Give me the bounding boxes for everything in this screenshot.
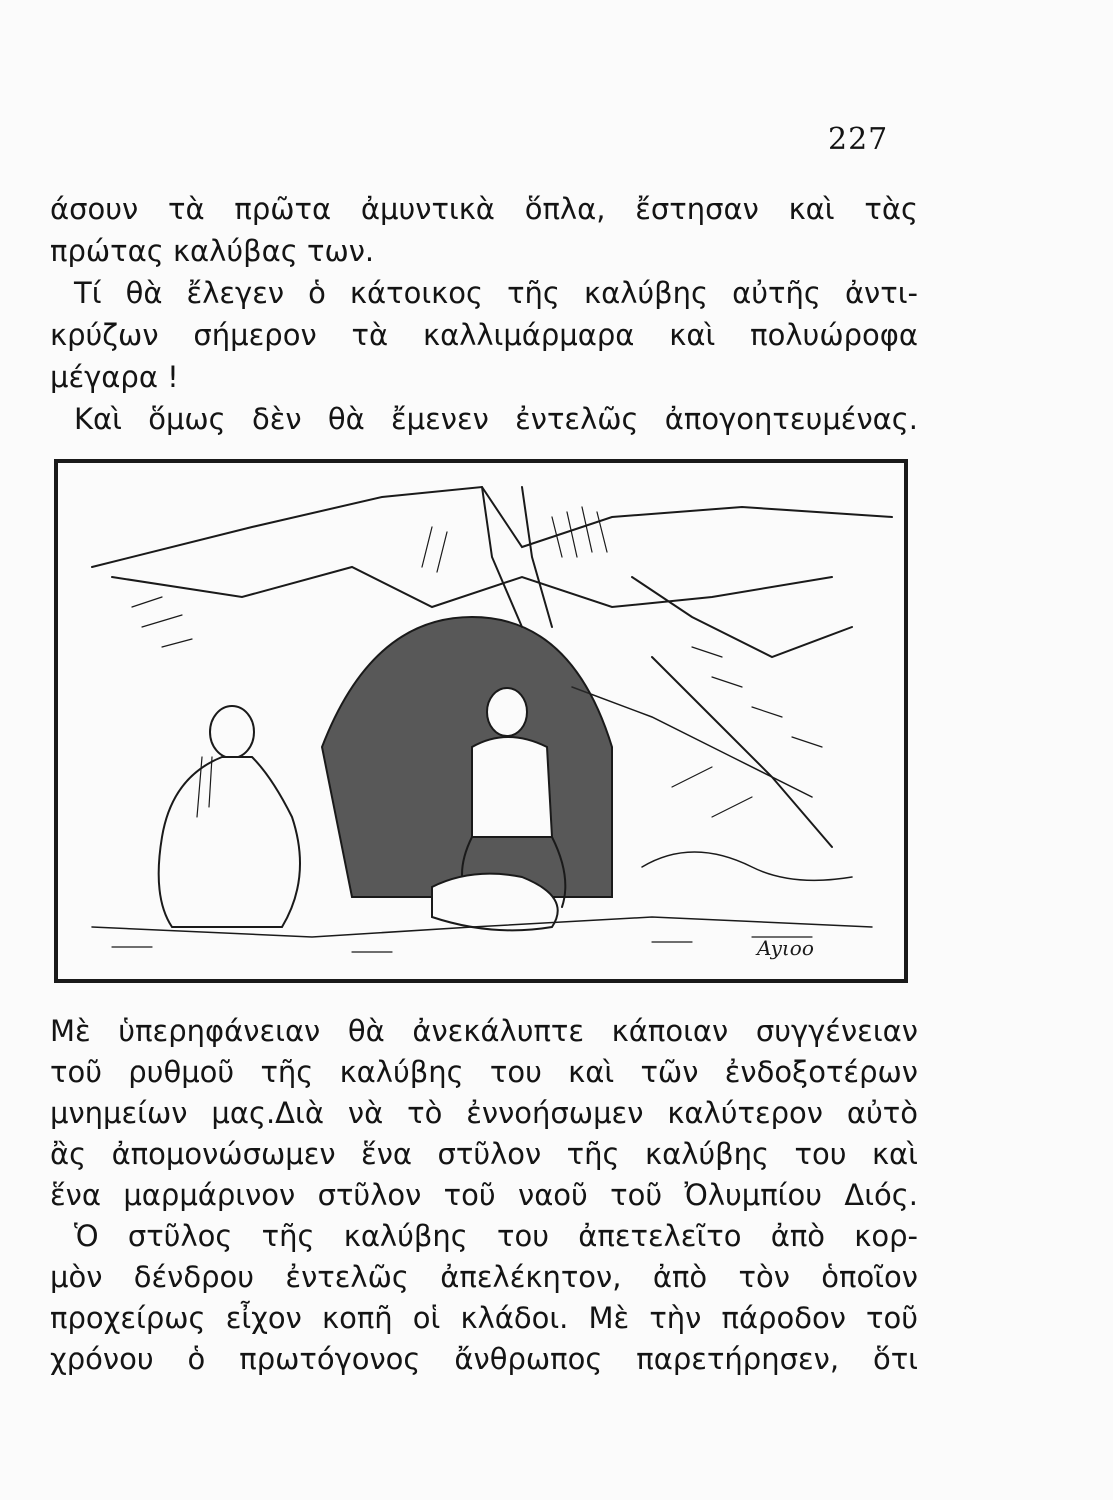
text-line: πρώτας καλύβας των.: [50, 234, 375, 268]
cave-mouth: [322, 617, 612, 897]
page-number: 227: [828, 122, 889, 157]
text-line: Τί θὰ ἔλεγεν ὁ κάτοικος τῆς καλύβης αὐτῆς ἀντι-: [74, 276, 918, 310]
text-line: προχείρως εἶχον κοπῆ οἱ κλάδοι. Μὲ τὴν πάροδον τοῦ: [50, 1301, 918, 1335]
woman-body: [159, 757, 300, 927]
text-line: ἂς ἀπομονώσωμεν ἕνα στῦλον τῆς καλύβης του καὶ: [50, 1137, 918, 1171]
text-line: ἕνα μαρμάρινον στῦλον τοῦ ναοῦ τοῦ Ὀλυμπίου Διός.: [50, 1178, 918, 1212]
illustration-drawing: [52, 457, 910, 985]
text-line: Ὁ στῦλος τῆς καλύβης του ἀπετελεῖτο ἀπὸ κορ-: [74, 1219, 918, 1253]
text-line: μνημείων μας.Διὰ νὰ τὸ ἐννοήσωμεν καλύτερον αὐτὸ: [50, 1096, 918, 1130]
cave-illustration: [52, 457, 910, 985]
woman-head: [210, 706, 254, 758]
rock-outline: [642, 852, 852, 880]
text-line: χρόνου ὁ πρωτόγονος ἄνθρωπος παρετήρησεν, ὅτι: [50, 1342, 918, 1376]
text-line: μὸν δένδρου ἐντελῶς ἀπελέκητον, ἀπὸ τὸν ὁποῖον: [50, 1260, 918, 1294]
tree-trunk: [482, 487, 522, 627]
text-line: τοῦ ρυθμοῦ τῆς καλύβης του καὶ τῶν ἐνδοξοτέρων: [50, 1055, 918, 1089]
text-block-top: [50, 188, 918, 440]
man-body: [472, 737, 552, 837]
ground-line: [112, 937, 812, 952]
text-block-bottom: [50, 1011, 918, 1380]
rock-outline: [632, 577, 852, 657]
artist-signature: Ayιoo: [757, 936, 814, 960]
text-line: Καὶ ὅμως δὲν θὰ ἔμενεν ἐντελῶς ἀπογοητευμένας.: [74, 402, 918, 436]
hatch-lines: [422, 507, 607, 572]
rock-outline: [112, 567, 832, 607]
tree-trunk: [522, 487, 552, 627]
man-head: [487, 688, 527, 736]
rock-outline: [652, 657, 832, 847]
text-line: μέγαρα !: [50, 360, 179, 394]
text-line: κρύζων σήμερον τὰ καλλιμάρμαρα καὶ πολυώροφα: [50, 318, 918, 352]
text-line: άσουν τὰ πρῶτα ἀμυντικὰ ὅπλα, ἔστησαν καὶ τὰς: [50, 192, 918, 226]
text-line: Μὲ ὑπερηφάνειαν θὰ ἀνεκάλυπτε κάποιαν συγγένειαν: [50, 1014, 918, 1048]
